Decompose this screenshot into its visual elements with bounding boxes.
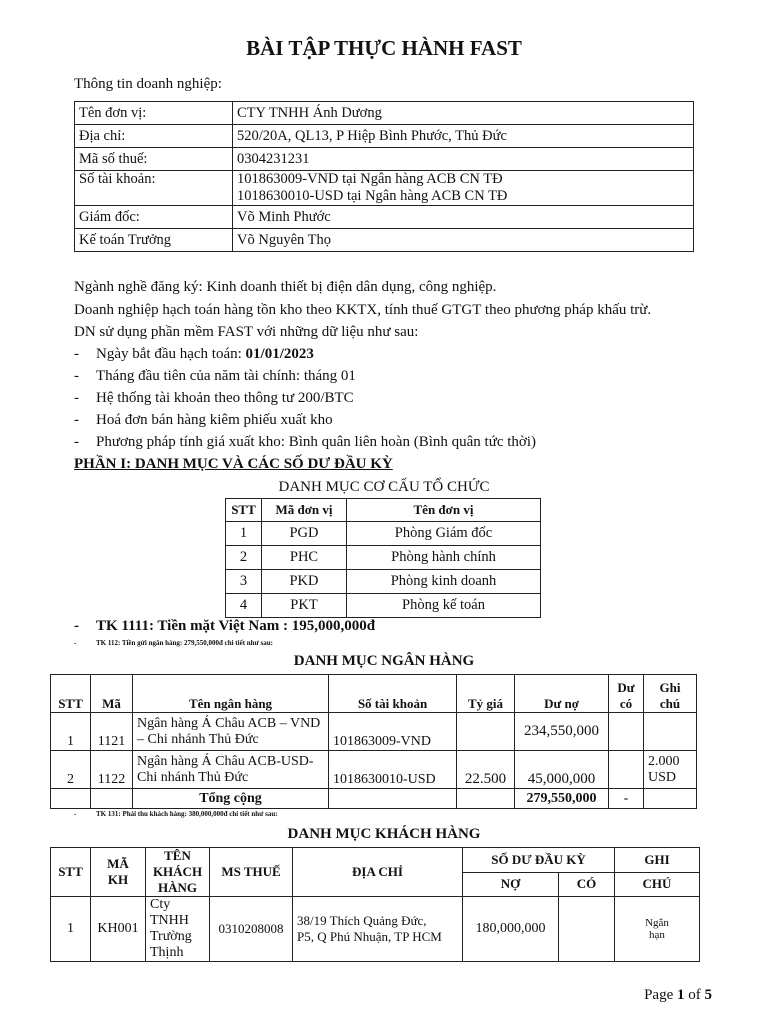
- table-row: [75, 206, 694, 229]
- page-footer: [644, 987, 712, 1004]
- bank-name-line: Ngân hàng Á Châu ACB-USD-: [137, 753, 314, 769]
- header-cell: CÓ: [559, 872, 615, 897]
- cell: [293, 897, 463, 962]
- header-cell: [146, 848, 210, 897]
- section-heading: PHẦN I: DANH MỤC VÀ CÁC SỐ DƯ ĐẦU KỲ: [74, 456, 393, 472]
- cell-line: 38/19 Thích Quảng Đức,: [297, 913, 427, 928]
- cell-value: Võ Nguyên Thọ: [233, 229, 694, 252]
- bank-name-line: Chi nhánh Thủ Đức: [137, 769, 249, 785]
- cell: 180,000,000: [463, 897, 559, 962]
- page-number: 1: [677, 987, 685, 1003]
- org-table: [225, 498, 541, 618]
- header-line: HÀNG: [158, 880, 197, 895]
- cell-value: 0304231231: [233, 148, 694, 171]
- header-line: MÃ: [107, 856, 129, 871]
- cell-value: 520/20A, QL13, P Hiệp Bình Phước, Thủ Đức: [233, 125, 694, 148]
- cell: PHC: [262, 546, 347, 570]
- cell: 1018630010-USD: [329, 751, 457, 789]
- of-word: of: [684, 987, 705, 1003]
- header-cell: Tên ngân hàng: [133, 675, 329, 713]
- header-cell: STT: [51, 848, 91, 897]
- header-cell: Mã: [91, 675, 133, 713]
- cell: 1121: [91, 713, 133, 751]
- bullet-text: Tháng đầu tiên của năm tài chính: tháng 01: [96, 368, 356, 384]
- paragraph: Doanh nghiệp hạch toán hàng tồn kho theo KKTX, tính thuế GTGT theo phương pháp khấu trừ.: [74, 302, 652, 318]
- cell: 45,000,000: [515, 751, 609, 789]
- table-row: [51, 713, 697, 751]
- cell: [91, 789, 133, 809]
- cell: [51, 789, 91, 809]
- table-row: [75, 102, 694, 125]
- header-cell: MS THUẾ: [210, 848, 293, 897]
- cell-label: Giám đốc:: [75, 206, 233, 229]
- table-header-row: [226, 499, 541, 522]
- bullet-text: Phương pháp tính giá xuất kho: Bình quân liên hoàn (Bình quân tức thời): [96, 434, 536, 450]
- cell-label: Địa chỉ:: [75, 125, 233, 148]
- cell-label: Kế toán Trưởng: [75, 229, 233, 252]
- paragraph: DN sử dụng phần mềm FAST với những dữ liệu như sau:: [74, 324, 419, 340]
- table-total-row: [51, 789, 697, 809]
- cell: 2: [226, 546, 262, 570]
- bullet-item: - Tháng đầu tiên của năm tài chính: tháng 01: [74, 368, 356, 384]
- org-table-title: DANH MỤC CƠ CẤU TỔ CHỨC: [278, 479, 490, 495]
- cell: 2: [51, 751, 91, 789]
- cell: 0310208008: [210, 897, 293, 962]
- cell: [609, 713, 644, 751]
- cell: [133, 713, 329, 751]
- header-cell: SỐ DƯ ĐẦU KỲ: [463, 848, 615, 873]
- tk131-note-text: TK 131: Phải thu khách hàng: 380,000,000đ chi tiết như sau:: [96, 810, 278, 818]
- paragraph: Ngành nghề đăng ký: Kinh doanh thiết bị điện dân dụng, công nghiệp.: [74, 279, 497, 295]
- bank-table-title: DANH MỤC NGÂN HÀNG: [293, 653, 475, 669]
- cell: 1: [226, 522, 262, 546]
- bullet-text: Hoá đơn bán hàng kiêm phiếu xuất kho: [96, 412, 333, 428]
- cell-label: Mã số thuế:: [75, 148, 233, 171]
- total-duco: -: [609, 789, 644, 809]
- header-cell: CHÚ: [615, 872, 700, 897]
- tk1111-line: - TK 1111: Tiền mặt Việt Nam : 195,000,000đ: [74, 618, 376, 634]
- table-row: [226, 546, 541, 570]
- cell: Phòng kinh doanh: [347, 570, 541, 594]
- bank-table: [50, 674, 697, 809]
- header-cell: STT: [51, 675, 91, 713]
- header-cell: Tên đơn vị: [347, 499, 541, 522]
- bank-name-line: Ngân hàng Á Châu ACB – VND: [137, 715, 321, 731]
- table-header-row: [51, 848, 700, 873]
- cell: PGD: [262, 522, 347, 546]
- note-line: 2.000: [648, 753, 680, 769]
- page-total: 5: [704, 987, 712, 1003]
- cell-line: Ngắn: [645, 917, 669, 929]
- cell: Phòng kế toán: [347, 594, 541, 618]
- cell: 4: [226, 594, 262, 618]
- account-vnd: 101863009-VND tại Ngân hàng ACB CN TĐ: [237, 171, 503, 187]
- header-cell: Dư nợ: [515, 675, 609, 713]
- total-duno: 279,550,000: [515, 789, 609, 809]
- company-info-table: [74, 101, 694, 252]
- cell: [615, 897, 700, 962]
- table-row: [75, 148, 694, 171]
- note-line: USD: [648, 769, 677, 785]
- cell: [457, 789, 515, 809]
- table-row: [51, 897, 700, 962]
- table-row: [226, 570, 541, 594]
- header-cell: Mã đơn vị: [262, 499, 347, 522]
- cell: [644, 751, 697, 789]
- header-cell: Số tài khoản: [329, 675, 457, 713]
- cell: [133, 751, 329, 789]
- header-cell: NỢ: [463, 872, 559, 897]
- cell-line: Cty TNHH: [150, 897, 189, 928]
- cell: [644, 713, 697, 751]
- header-cell: Tỷ giá: [457, 675, 515, 713]
- bullet-text: Ngày bắt đầu hạch toán:: [96, 346, 246, 362]
- tk131-note: - TK 131: Phải thu khách hàng: 380,000,000đ chi tiết như sau:: [74, 810, 278, 818]
- cell-label: Số tài khoản:: [75, 171, 233, 206]
- header-line: KH: [107, 872, 129, 887]
- table-row: [226, 522, 541, 546]
- cell: [609, 751, 644, 789]
- cell-value: CTY TNHH Ánh Dương: [233, 102, 694, 125]
- cell-value: Võ Minh Phước: [233, 206, 694, 229]
- customer-table-title: DANH MỤC KHÁCH HÀNG: [287, 826, 481, 842]
- cell: 1122: [91, 751, 133, 789]
- table-row: [226, 594, 541, 618]
- table-header-row: [51, 675, 697, 713]
- cell: KH001: [91, 897, 146, 962]
- intro-label: Thông tin doanh nghiệp:: [74, 76, 222, 92]
- header-cell: Ghi chú: [644, 675, 697, 713]
- cell-line: Trường Thịnh: [150, 929, 192, 960]
- cell-label: Tên đơn vị:: [75, 102, 233, 125]
- page-title: BÀI TẬP THỰC HÀNH FAST: [246, 36, 522, 60]
- cell: 1: [51, 713, 91, 751]
- cell: [644, 789, 697, 809]
- header-cell: GHI: [615, 848, 700, 873]
- cell: 22.500: [457, 751, 515, 789]
- cell: [457, 713, 515, 751]
- cell: PKT: [262, 594, 347, 618]
- cell: [146, 897, 210, 962]
- customer-table: [50, 847, 700, 962]
- header-cell: STT: [226, 499, 262, 522]
- bullet-text: Hệ thống tài khoản theo thông tư 200/BTC: [96, 390, 354, 406]
- page-word: Page: [644, 987, 677, 1003]
- tk112-note: - TK 112: Tiền gửi ngân hàng: 279,550,000đ chi tiết như sau:: [74, 639, 273, 647]
- header-cell: Dư có: [609, 675, 644, 713]
- cell: Phòng hành chính: [347, 546, 541, 570]
- table-row: [75, 125, 694, 148]
- cell-line: P5, Q Phú Nhuận, TP HCM: [297, 929, 442, 944]
- cell: 101863009-VND: [329, 713, 457, 751]
- cell-value: [233, 171, 694, 206]
- bullet-bold: 01/01/2023: [245, 346, 314, 362]
- tk112-note-text: TK 112: Tiền gửi ngân hàng: 279,550,000đ chi tiết như sau:: [96, 639, 273, 647]
- cell-line: hạn: [649, 929, 665, 941]
- header-cell: [91, 848, 146, 897]
- table-row: [51, 751, 697, 789]
- bullet-item: - Hoá đơn bán hàng kiêm phiếu xuất kho: [74, 412, 333, 428]
- account-usd: 1018630010-USD tại Ngân hàng ACB CN TĐ: [237, 188, 508, 204]
- cell: [329, 789, 457, 809]
- table-row: [75, 171, 694, 206]
- cell: PKD: [262, 570, 347, 594]
- cell: 234,550,000: [515, 713, 609, 751]
- bank-name-line: – Chi nhánh Thủ Đức: [137, 731, 259, 747]
- cell: Phòng Giám đốc: [347, 522, 541, 546]
- table-row: [75, 229, 694, 252]
- cell: 1: [51, 897, 91, 962]
- tk1111-text: TK 1111: Tiền mặt Việt Nam : 195,000,000đ: [96, 618, 376, 634]
- bullet-item: - Hệ thống tài khoản theo thông tư 200/BTC: [74, 390, 354, 406]
- cell: [559, 897, 615, 962]
- cell: 3: [226, 570, 262, 594]
- header-cell: ĐỊA CHỈ: [293, 848, 463, 897]
- bullet-item: - Ngày bắt đầu hạch toán: 01/01/2023: [74, 346, 314, 362]
- total-label: Tổng cộng: [133, 789, 329, 809]
- header-line: TÊN KHÁCH: [152, 848, 203, 879]
- bullet-item: - Phương pháp tính giá xuất kho: Bình quân liên hoàn (Bình quân tức thời): [74, 434, 536, 450]
